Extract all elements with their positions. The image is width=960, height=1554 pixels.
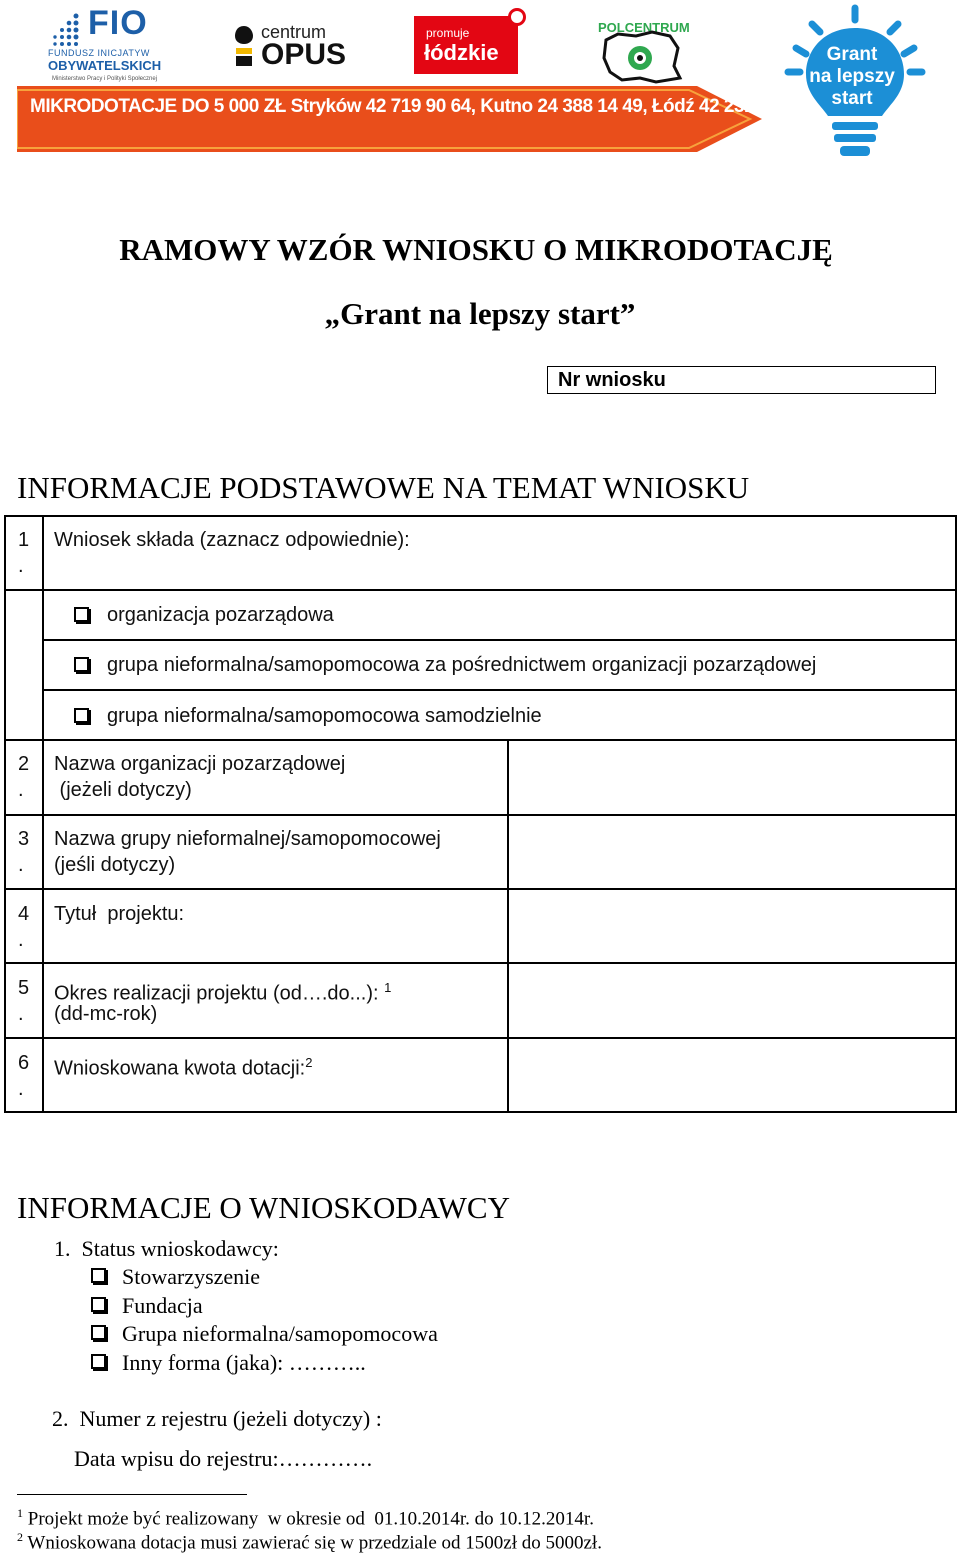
row4-dot: . xyxy=(18,929,24,951)
row5-dot: . xyxy=(18,1003,24,1025)
option-ngo-label: organizacja pozarządowa xyxy=(107,604,334,626)
row3-label-line2: (jeśli dotyczy) xyxy=(54,854,176,876)
row5-number: 5 xyxy=(18,977,30,999)
footnote-separator xyxy=(17,1494,247,1495)
status-association-label: Stowarzyszenie xyxy=(122,1264,261,1289)
lodzkie-logo-small: promuje xyxy=(426,26,470,40)
section-applicant-heading: INFORMACJE O WNIOSKODAWCY xyxy=(17,1190,510,1225)
footnote-2-text: Wnioskowana dotacja musi zawierać się w przedziale od 1500zł do 5000zł. xyxy=(23,1532,602,1554)
row6-value-field[interactable] xyxy=(509,1039,955,1111)
row6-dot: . xyxy=(18,1078,24,1100)
row1-number: 1 xyxy=(18,529,30,551)
row5-value-field[interactable] xyxy=(509,964,955,1037)
row3-number: 3 xyxy=(18,828,30,850)
row3-dot: . xyxy=(18,854,24,876)
fio-logo-text: FIO xyxy=(88,4,148,42)
status-informal-group-label: Grupa nieformalna/samopomocowa xyxy=(122,1321,438,1346)
row3-value-field[interactable] xyxy=(509,816,955,888)
row6-label xyxy=(54,1050,312,1082)
opus-logo-big: OPUS xyxy=(261,38,347,71)
row5-label-line2: (dd-mc-rok) xyxy=(54,1003,158,1025)
row1-label: Wniosek składa (zaznacz odpowiednie): xyxy=(54,529,410,551)
status-label: 1. Status wnioskodawcy: xyxy=(54,1236,279,1261)
row4-number: 4 xyxy=(18,903,30,925)
bulb-line2: na lepszy xyxy=(809,66,895,87)
row2-label-line2: (jeżeli dotyczy) xyxy=(54,779,192,801)
status-other-label: Inny forma (jaka): ……….. xyxy=(122,1350,366,1375)
footnote-ref-2: 2 xyxy=(305,1055,313,1070)
register-number-label: 2. Numer z rejestru (jeżeli dotyczy) : xyxy=(52,1406,382,1431)
basic-info-table xyxy=(4,515,957,1113)
row6-label-text: Wnioskowana kwota dotacji: xyxy=(54,1057,306,1080)
row4-value-field[interactable] xyxy=(509,890,955,962)
lodzkie-badge-icon xyxy=(508,8,526,26)
row4-label: Tytuł projektu: xyxy=(54,903,185,925)
status-association-checkbox[interactable] xyxy=(91,1268,106,1283)
fio-logo-line2: OBYWATELSKICH xyxy=(48,58,162,73)
section-basic-heading: INFORMACJE PODSTAWOWE NA TEMAT WNIOSKU xyxy=(17,470,750,505)
row2-label-line1: Nazwa organizacji pozarządowej xyxy=(54,753,346,775)
polcentrum-logo-text: POLCENTRUM xyxy=(598,20,690,35)
footnote-ref-1: 1 xyxy=(384,980,392,995)
row2-dot: . xyxy=(18,779,24,801)
opus-logo-small: centrum xyxy=(261,22,327,42)
fio-logo xyxy=(48,4,178,82)
fio-logo-line3: Ministerstwo Pracy i Polityki Społecznej xyxy=(52,76,158,82)
opus-mark-icon xyxy=(233,24,255,68)
option-group-via-ngo-label: grupa nieformalna/samopomocowa za pośrednictwem organizacji pozarządowej xyxy=(107,654,817,676)
footnote-2 xyxy=(17,1526,602,1554)
row6-number: 6 xyxy=(18,1052,30,1074)
option-ngo-checkbox[interactable] xyxy=(74,607,89,622)
document-title: RAMOWY WZÓR WNIOSKU O MIKRODOTACJĘ xyxy=(119,232,833,267)
row5-label-text: Okres realizacji projektu (od….do...): xyxy=(54,982,385,1005)
bulb-line3: start xyxy=(831,88,873,109)
opus-logo xyxy=(233,20,353,75)
footnote-2-number: 2 xyxy=(17,1530,23,1544)
option-group-self-checkbox[interactable] xyxy=(74,708,89,723)
status-foundation-checkbox[interactable] xyxy=(91,1297,106,1312)
row1-dot: . xyxy=(18,555,24,577)
poland-map-icon xyxy=(596,14,686,86)
fio-logo-line1: FUNDUSZ INICJATYW xyxy=(48,48,150,58)
register-date-label: Data wpisu do rejestru:…………. xyxy=(74,1446,373,1471)
footnote-1-number: 1 xyxy=(17,1506,23,1520)
application-number-field[interactable]: Nr wniosku xyxy=(547,366,936,394)
footnote-1-text: Projekt może być realizowany w okresie od 01.10.2014r. do 10.12.2014r. xyxy=(23,1508,594,1530)
document-subtitle: „Grant na lepszy start” xyxy=(324,296,636,331)
polcentrum-logo xyxy=(596,14,690,84)
bulb-text xyxy=(806,44,898,110)
header-logos xyxy=(0,0,960,170)
status-other-checkbox[interactable] xyxy=(91,1354,106,1369)
option-group-self-label: grupa nieformalna/samopomocowa samodzielnie xyxy=(107,705,542,727)
status-informal-group-checkbox[interactable] xyxy=(91,1325,106,1340)
fio-dots-icon xyxy=(48,12,82,46)
row3-label-line1: Nazwa grupy nieformalnej/samopomocowej xyxy=(54,828,441,850)
banner-text: MIKRODOTACJE DO 5 000 ZŁ Stryków 42 719 90 64, Kutno 24 388 14 49, Łódź 42 231 31 01 xyxy=(30,96,804,117)
row2-number: 2 xyxy=(18,753,30,775)
row2-value-field[interactable] xyxy=(509,741,955,814)
bulb-line1: Grant xyxy=(826,44,878,65)
option-group-via-ngo-checkbox[interactable] xyxy=(74,657,89,672)
lodzkie-logo-big: łódzkie xyxy=(424,40,499,65)
lodzkie-logo xyxy=(414,16,518,74)
status-foundation-label: Fundacja xyxy=(122,1293,203,1318)
